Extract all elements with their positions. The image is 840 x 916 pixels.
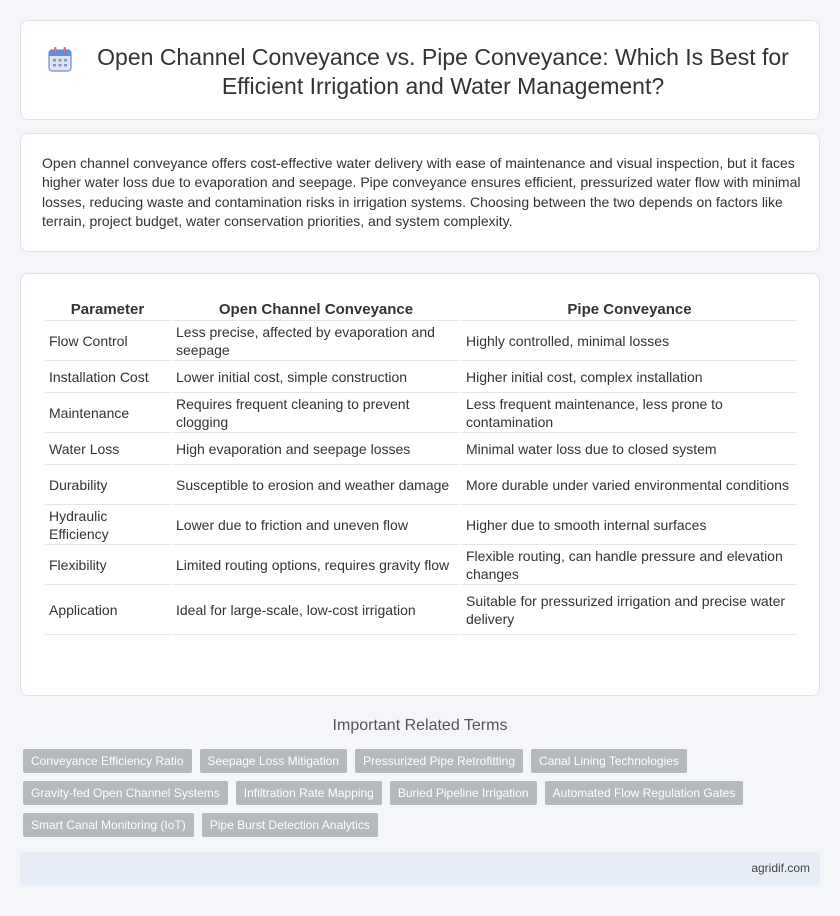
- summary-card: [20, 133, 820, 252]
- related-term-tag[interactable]: Smart Canal Monitoring (IoT): [23, 813, 194, 837]
- cell-pipe: Flexible routing, can handle pressure and elevation changes: [462, 545, 797, 585]
- cell-parameter: Hydraulic Efficiency: [45, 505, 170, 545]
- cell-pipe: Higher due to smooth internal surfaces: [462, 505, 797, 545]
- cell-open-channel: Less precise, affected by evaporation and seepage: [172, 321, 460, 361]
- column-header-parameter: Parameter: [45, 294, 170, 321]
- footer-site-link[interactable]: agridif.com: [751, 861, 810, 875]
- page-title: Open Channel Conveyance vs. Pipe Conveyance: Which Is Best for Efficient Irrigation and Water Management?: [97, 44, 789, 99]
- cell-parameter: Maintenance: [45, 393, 170, 433]
- cell-pipe: Highly controlled, minimal losses: [462, 321, 797, 361]
- cell-open-channel: Limited routing options, requires gravity flow: [172, 545, 460, 585]
- calendar-icon: [45, 45, 75, 75]
- related-term-tag[interactable]: Pressurized Pipe Retrofitting: [355, 749, 523, 773]
- comparison-table-card: [20, 273, 820, 696]
- cell-pipe: Higher initial cost, complex installation: [462, 361, 797, 393]
- cell-open-channel: High evaporation and seepage losses: [172, 433, 460, 465]
- table-header-row: [45, 294, 797, 321]
- cell-pipe: Suitable for pressurized irrigation and precise water delivery: [462, 585, 797, 635]
- table-row: [45, 505, 797, 545]
- cell-parameter: Water Loss: [45, 433, 170, 465]
- cell-open-channel: Ideal for large-scale, low-cost irrigation: [172, 585, 460, 635]
- cell-parameter: Flow Control: [45, 321, 170, 361]
- column-header-open-channel: Open Channel Conveyance: [172, 294, 460, 321]
- column-header-pipe: Pipe Conveyance: [462, 294, 797, 321]
- cell-open-channel: Requires frequent cleaning to prevent clogging: [172, 393, 460, 433]
- related-terms-tags: [23, 749, 823, 845]
- cell-open-channel: Lower due to friction and uneven flow: [172, 505, 460, 545]
- table-row: [45, 321, 797, 361]
- table-row: [45, 393, 797, 433]
- cell-pipe: More durable under varied environmental conditions: [462, 465, 797, 505]
- cell-pipe: Less frequent maintenance, less prone to contamination: [462, 393, 797, 433]
- related-term-tag[interactable]: Infiltration Rate Mapping: [236, 781, 382, 805]
- cell-open-channel: Susceptible to erosion and weather damage: [172, 465, 460, 505]
- title-card: [20, 20, 820, 120]
- footer: [20, 852, 820, 885]
- cell-parameter: Durability: [45, 465, 170, 505]
- cell-parameter: Installation Cost: [45, 361, 170, 393]
- comparison-table: [43, 294, 799, 635]
- table-row: [45, 465, 797, 505]
- table-row: [45, 545, 797, 585]
- summary-text: Open channel conveyance offers cost-effective water delivery with ease of maintenance and visual inspection, but it faces higher water loss due to evaporation and seepage. Pipe conveyance ensures efficient, pressurized water flow with minimal losses, reducing waste and contamination risks in irrigation systems. Choosing between the two depends on factors like terrain, project budget, water conservation priorities, and system complexity.: [42, 155, 801, 229]
- table-row: [45, 585, 797, 635]
- related-term-tag[interactable]: Seepage Loss Mitigation: [200, 749, 347, 773]
- related-term-tag[interactable]: Pipe Burst Detection Analytics: [202, 813, 378, 837]
- table-row: [45, 433, 797, 465]
- related-term-tag[interactable]: Automated Flow Regulation Gates: [545, 781, 744, 805]
- cell-open-channel: Lower initial cost, simple construction: [172, 361, 460, 393]
- related-term-tag[interactable]: Canal Lining Technologies: [531, 749, 687, 773]
- related-terms-heading: Important Related Terms: [332, 717, 508, 734]
- table-row: [45, 361, 797, 393]
- related-term-tag[interactable]: Conveyance Efficiency Ratio: [23, 749, 192, 773]
- related-term-tag[interactable]: Buried Pipeline Irrigation: [390, 781, 537, 805]
- related-term-tag[interactable]: Gravity-fed Open Channel Systems: [23, 781, 228, 805]
- cell-parameter: Application: [45, 585, 170, 635]
- cell-pipe: Minimal water loss due to closed system: [462, 433, 797, 465]
- cell-parameter: Flexibility: [45, 545, 170, 585]
